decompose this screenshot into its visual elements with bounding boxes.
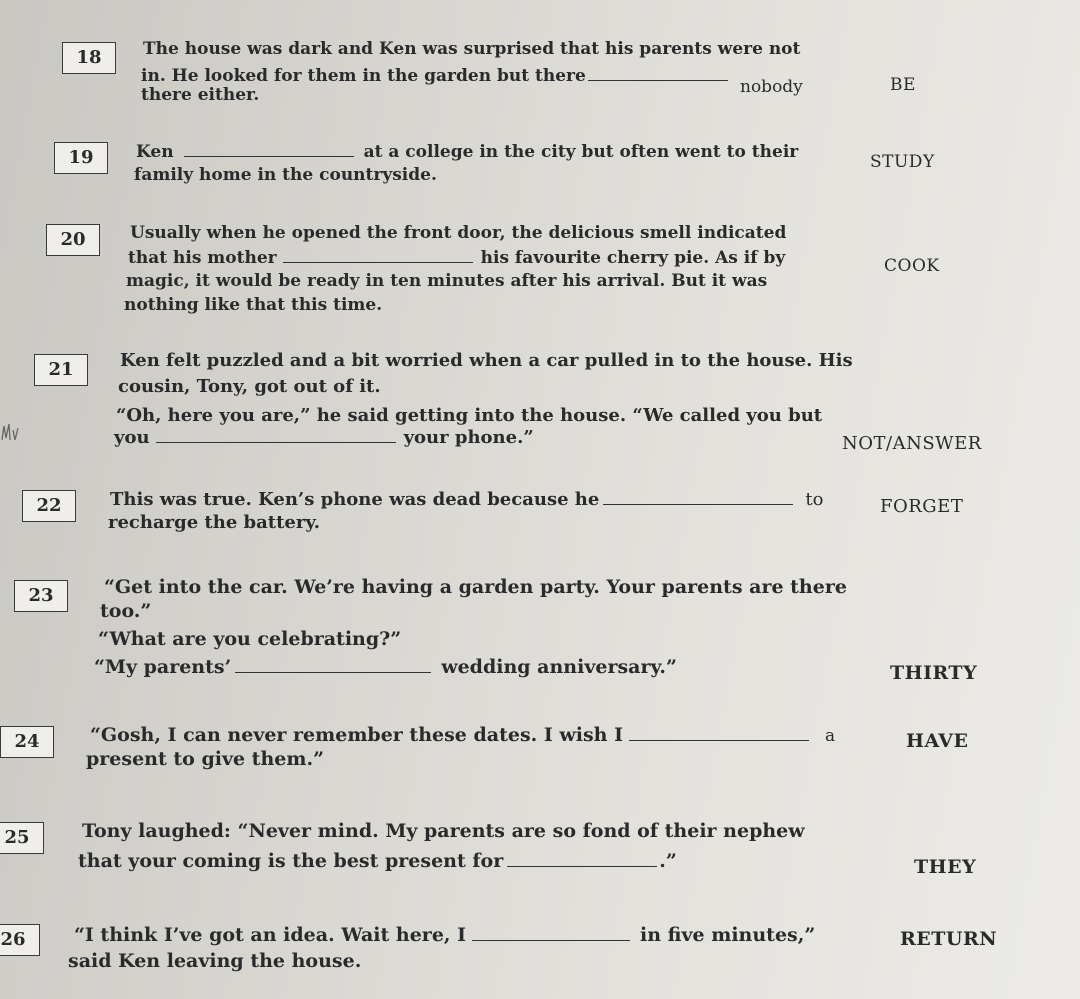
- task-text-line: “Oh, here you are,” he said getting into the house. “We called you but: [116, 405, 823, 426]
- pencil-scribble-icon: [0, 420, 22, 448]
- task-text-line: Ken at a college in the city but often went to their: [136, 138, 798, 163]
- key-word: RETURN: [900, 928, 998, 950]
- task-text-line: nothing like that this time.: [124, 295, 383, 315]
- task-text-line: there either.: [141, 85, 260, 105]
- task-text-line: “Get into the car. We’re having a garden party. Your parents are there: [104, 576, 847, 598]
- task-text-line: nobody: [740, 77, 803, 97]
- task-text-line: “I think I’ve got an idea. Wait here, I in five minutes,”: [74, 924, 816, 946]
- task-text-line: recharge the battery.: [108, 512, 321, 533]
- task-text-line: “My parents’ wedding anniversary.”: [94, 656, 677, 678]
- task-text-line: The house was dark and Ken was surprised that his parents were not: [143, 39, 801, 59]
- task-number: 24: [0, 726, 54, 758]
- task-text-line: present to give them.”: [86, 748, 325, 770]
- task-text-line: cousin, Tony, got out of it.: [118, 376, 381, 397]
- answer-blank[interactable]: [507, 848, 657, 867]
- answer-blank[interactable]: [235, 654, 431, 673]
- task-number: 20: [46, 224, 100, 256]
- key-word: NOT/ANSWER: [842, 433, 982, 454]
- key-word: HAVE: [906, 730, 969, 752]
- task-text-line: that his mother his favourite cherry pie. As if by: [128, 244, 785, 269]
- answer-blank[interactable]: [184, 138, 354, 157]
- key-word: THEY: [914, 856, 977, 878]
- key-word: THIRTY: [890, 662, 978, 684]
- task-number: 23: [14, 580, 68, 612]
- task-number: 22: [22, 490, 76, 522]
- answer-blank[interactable]: [603, 486, 793, 505]
- task-number: 21: [34, 354, 88, 386]
- task-text-line: “What are you celebrating?”: [98, 628, 402, 650]
- key-word: STUDY: [870, 152, 935, 172]
- task-text-line: in. He looked for them in the garden but there: [141, 62, 730, 87]
- answer-blank[interactable]: [283, 244, 473, 263]
- task-number: 19: [54, 142, 108, 174]
- task-number: 18: [62, 42, 116, 74]
- answer-blank[interactable]: [156, 424, 396, 443]
- task-text-line: Ken felt puzzled and a bit worried when a car pulled in to the house. His: [120, 350, 853, 371]
- task-text-line: too.”: [100, 600, 152, 622]
- answer-blank[interactable]: [629, 722, 809, 741]
- answer-blank[interactable]: [472, 922, 630, 941]
- task-text-line: magic, it would be ready in ten minutes after his arrival. But it was: [126, 271, 768, 291]
- task-text-line: Tony laughed: “Never mind. My parents are so fond of their nephew: [82, 820, 805, 842]
- answer-blank[interactable]: [588, 62, 728, 81]
- task-number: 26: [0, 924, 40, 956]
- task-text-line: Usually when he opened the front door, the delicious smell indicated: [130, 223, 787, 243]
- key-word: FORGET: [880, 496, 964, 517]
- task-text-line: said Ken leaving the house.: [68, 950, 362, 972]
- task-text-line: you your phone.”: [114, 424, 534, 449]
- task-number: 25: [0, 822, 44, 854]
- task-text-line: family home in the countryside.: [134, 165, 437, 185]
- key-word: COOK: [884, 256, 940, 276]
- key-word: BE: [890, 75, 916, 95]
- task-text-line: that your coming is the best present for .”: [78, 850, 677, 872]
- task-text-line: “Gosh, I can never remember these dates. I wish I a: [90, 724, 836, 746]
- task-text-line: This was true. Ken’s phone was dead because he to: [110, 486, 823, 511]
